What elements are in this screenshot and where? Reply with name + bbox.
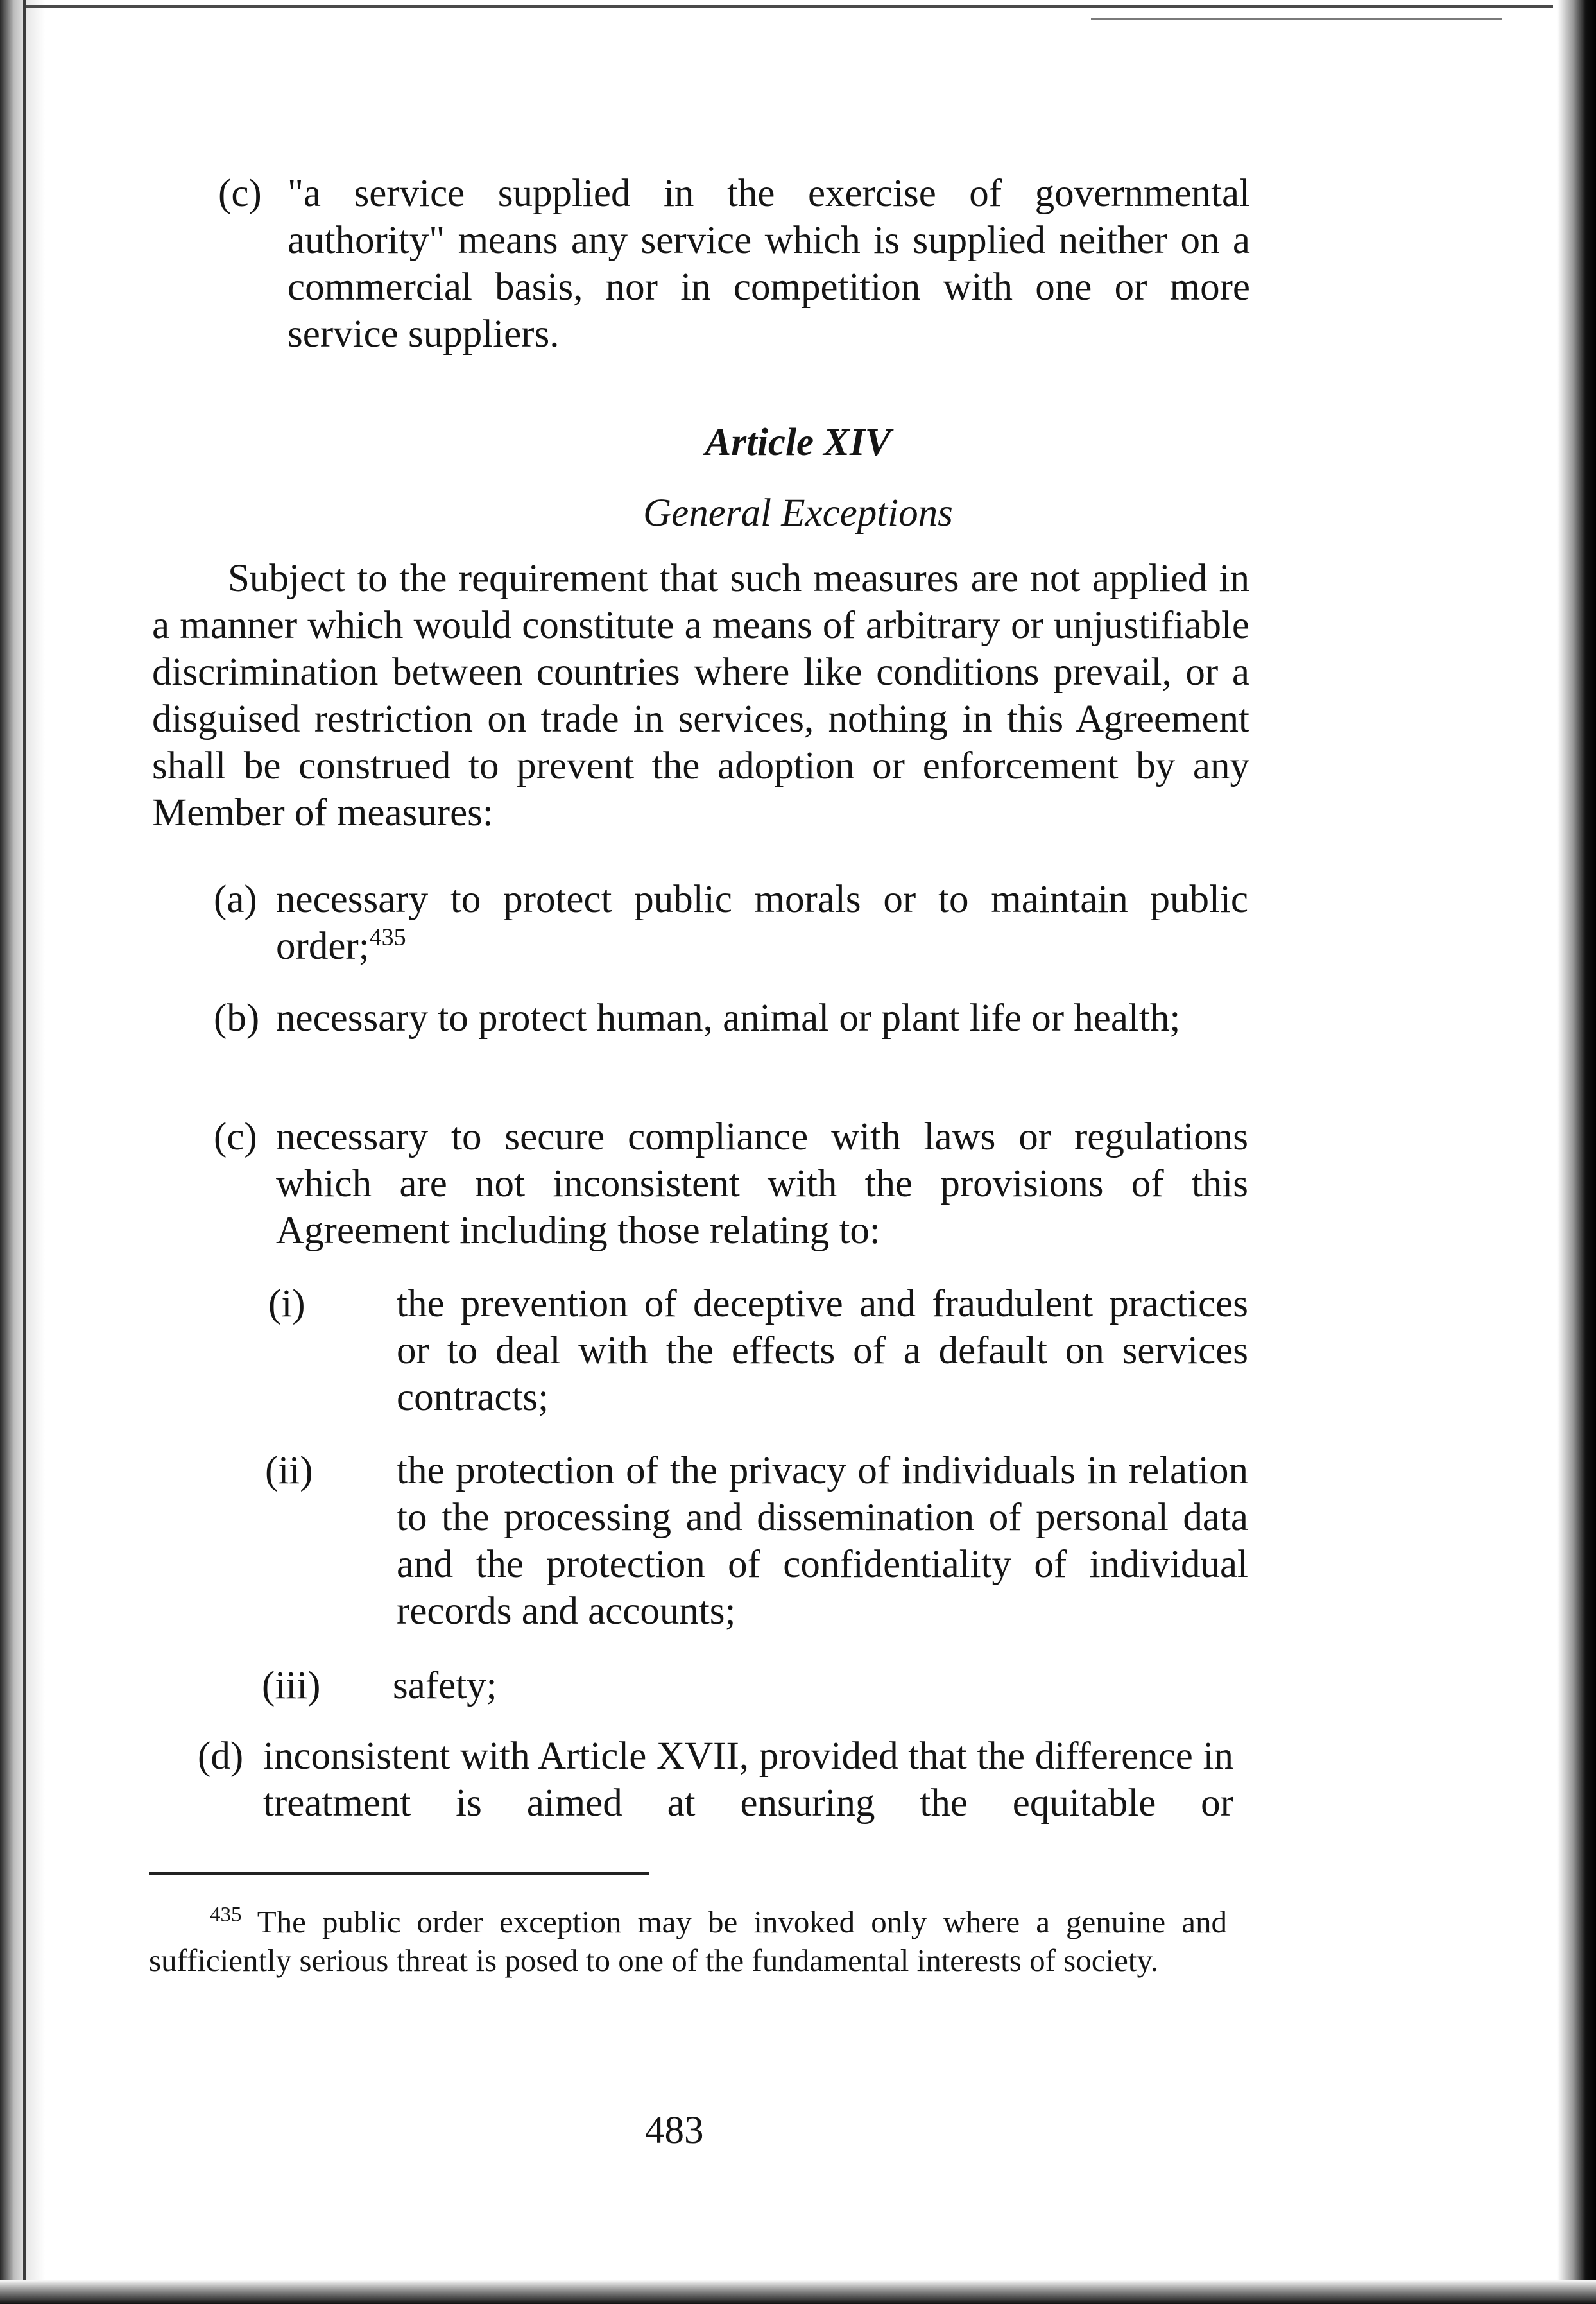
article-title: Article XIV: [705, 421, 891, 464]
subitem-i-label: (i): [268, 1282, 305, 1325]
footnote-rule: [149, 1872, 649, 1875]
item-c-text: necessary to secure compliance with laws or regulations which are not inconsistent with the provisions of this Agreement including those relating to:: [276, 1115, 1248, 1252]
item-a-label: (a): [214, 878, 257, 921]
subitem-iii-text: safety;: [393, 1664, 497, 1707]
subitem-ii-label: (ii): [265, 1449, 313, 1492]
scan-binding-line: [23, 0, 26, 2304]
footnote-ref-435: 435: [369, 924, 406, 951]
item-a-text: [276, 876, 1248, 970]
footnote-number: 435: [210, 1903, 242, 1927]
scan-left-edge: [0, 0, 45, 2304]
top-item-text: "a service supplied in the exercise of governmental authority" means any service which is supplied neither on a commercial basis, nor in competition with one or more service suppliers.: [287, 172, 1250, 356]
subitem-i-text: the prevention of deceptive and fraudulent practices or to deal with the effects of a default on services contracts;: [397, 1282, 1248, 1419]
item-d-label: (d): [198, 1735, 244, 1778]
top-item-label: (c): [218, 172, 262, 215]
item-b-text: necessary to protect human, animal or plant life or health;: [276, 997, 1181, 1040]
footnote-text: The public order exception may be invoked only where a genuine and sufficiently serious threat is posed to one of the fundamental interests of society.: [149, 1904, 1227, 1978]
scan-top-edge-secondary: [1091, 18, 1502, 20]
subitem-iii-label: (iii): [262, 1664, 321, 1707]
intro-paragraph: Subject to the requirement that such measures are not applied in a manner which would constitute a means of arbitrary or unjustifiable discrimination between countries where like conditions prevail, or a disguised restriction on trade in services, nothing in this Agreement shall be construed to prevent the adoption or enforcement by any Member of measures:: [152, 557, 1249, 834]
page-number: 483: [645, 2109, 704, 2152]
article-subtitle: General Exceptions: [643, 492, 953, 535]
subitem-ii-text: the protection of the privacy of individuals in relation to the processing and dissemination of personal data and the protection of confidentiality of individual records and accounts;: [397, 1449, 1248, 1633]
item-d-text: inconsistent with Article XVII, provided that the difference in treatment is aimed at ensuring the equitable or: [263, 1735, 1233, 1825]
item-c-label: (c): [214, 1115, 257, 1158]
scan-right-edge: [1557, 0, 1596, 2304]
item-b-label: (b): [214, 997, 260, 1040]
scan-top-edge: [26, 5, 1553, 8]
footnote-435: [149, 1903, 1227, 1980]
item-a-body: necessary to protect public morals or to maintain public order;: [276, 878, 1248, 968]
scan-bottom-edge: [0, 2280, 1596, 2304]
